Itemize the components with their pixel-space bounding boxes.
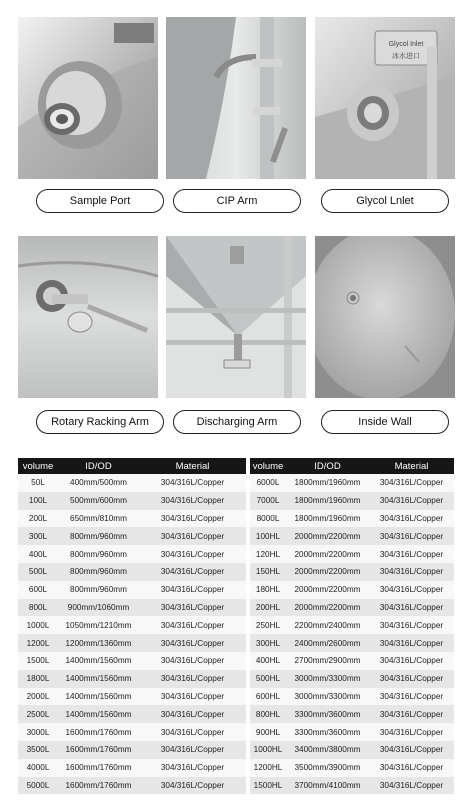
cell-idod-left: 1200mm/1360mm [58,634,139,652]
cell-volume-left: 50L [18,474,58,492]
cell-material-left: 304/316L/Copper [139,759,246,777]
header-volume-right: volume [250,458,286,474]
cell-material-left: 304/316L/Copper [139,545,246,563]
cell-idod-left: 650mm/810mm [58,510,139,528]
glycol-label-line1: Glycol Inlet [388,41,424,48]
cell-volume-left: 1200L [18,634,58,652]
cell-idod-right: 3300mm/3600mm [286,723,369,741]
cell-volume-left: 2500L [18,705,58,723]
cell-volume-left: 100L [18,492,58,510]
photo-cip-arm [166,17,306,179]
cell-volume-right: 300HL [250,634,286,652]
cell-volume-right: 100HL [250,527,286,545]
table-row [18,723,454,741]
cell-material-left: 304/316L/Copper [139,741,246,759]
caption-discharging-arm: Discharging Arm [173,410,301,434]
cell-idod-left: 1600mm/1760mm [58,777,139,795]
caption-sample-port: Sample Port [36,189,164,213]
photo-inside-wall [315,236,455,398]
cell-volume-left: 600L [18,581,58,599]
inside-wall-image [315,236,455,398]
header-material-right: Material [369,458,454,474]
cell-material-right: 304/316L/Copper [369,759,454,777]
cell-material-right: 304/316L/Copper [369,474,454,492]
photo-rotary-racking-arm [18,236,158,398]
cip-arm-image [166,17,306,179]
header-volume-left: volume [18,458,58,474]
cell-idod-right: 1800mm/1960mm [286,510,369,528]
cell-material-left: 304/316L/Copper [139,492,246,510]
glycol-label-line2: 冰水进口 [392,52,420,60]
header-material-left: Material [139,458,246,474]
cell-volume-right: 200HL [250,599,286,617]
cell-material-right: 304/316L/Copper [369,492,454,510]
table-row [18,634,454,652]
cell-volume-left: 2000L [18,688,58,706]
cell-idod-right: 3300mm/3600mm [286,705,369,723]
cell-idod-right: 2700mm/2900mm [286,652,369,670]
cell-idod-right: 2000mm/2200mm [286,581,369,599]
cell-idod-left: 800mm/960mm [58,563,139,581]
caption-rotary-racking-arm: Rotary Racking Arm [36,410,164,434]
cell-material-right: 304/316L/Copper [369,670,454,688]
cell-volume-left: 1800L [18,670,58,688]
cell-volume-right: 250HL [250,616,286,634]
cell-idod-left: 1400mm/1560mm [58,688,139,706]
table-row [18,777,454,795]
cell-volume-left: 3000L [18,723,58,741]
cell-material-right: 304/316L/Copper [369,688,454,706]
photo-discharging-arm [166,236,306,398]
cell-idod-right: 2000mm/2200mm [286,545,369,563]
photo-glycol-inlet [315,17,455,179]
cell-idod-right: 3500mm/3900mm [286,759,369,777]
cell-idod-left: 1600mm/1760mm [58,741,139,759]
cell-idod-left: 800mm/960mm [58,545,139,563]
cell-idod-right: 3000mm/3300mm [286,670,369,688]
cell-volume-left: 800L [18,599,58,617]
cell-volume-right: 180HL [250,581,286,599]
table-row [18,759,454,777]
cell-material-right: 304/316L/Copper [369,510,454,528]
table-row [18,581,454,599]
table-row [18,670,454,688]
table-row [18,563,454,581]
cell-idod-right: 2000mm/2200mm [286,563,369,581]
table-header-row [18,458,454,474]
table-row [18,652,454,670]
cell-material-right: 304/316L/Copper [369,652,454,670]
discharging-arm-image [166,236,306,398]
cell-material-left: 304/316L/Copper [139,616,246,634]
cell-volume-right: 800HL [250,705,286,723]
cell-volume-left: 4000L [18,759,58,777]
cell-material-right: 304/316L/Copper [369,741,454,759]
cell-material-right: 304/316L/Copper [369,616,454,634]
table-row [18,492,454,510]
cell-idod-right: 3700mm/4100mm [286,777,369,795]
cell-volume-left: 200L [18,510,58,528]
cell-volume-right: 1000HL [250,741,286,759]
table-row [18,599,454,617]
cell-volume-left: 1000L [18,616,58,634]
cell-idod-left: 1600mm/1760mm [58,723,139,741]
table-row [18,510,454,528]
cell-material-right: 304/316L/Copper [369,723,454,741]
cell-material-right: 304/316L/Copper [369,634,454,652]
header-idod-right: ID/OD [286,458,369,474]
cell-material-right: 304/316L/Copper [369,777,454,795]
cell-idod-left: 1400mm/1560mm [58,670,139,688]
cell-idod-left: 1400mm/1560mm [58,652,139,670]
spec-table [18,458,454,794]
cell-idod-right: 3000mm/3300mm [286,688,369,706]
cell-material-right: 304/316L/Copper [369,545,454,563]
cell-material-left: 304/316L/Copper [139,723,246,741]
cell-material-right: 304/316L/Copper [369,581,454,599]
cell-idod-right: 2200mm/2400mm [286,616,369,634]
cell-volume-right: 1500HL [250,777,286,795]
cell-volume-right: 400HL [250,652,286,670]
cell-volume-left: 5000L [18,777,58,795]
cell-idod-right: 2000mm/2200mm [286,599,369,617]
cell-material-right: 304/316L/Copper [369,599,454,617]
cell-idod-left: 800mm/960mm [58,527,139,545]
cell-volume-right: 600HL [250,688,286,706]
table-row [18,545,454,563]
cell-material-left: 304/316L/Copper [139,563,246,581]
cell-volume-left: 500L [18,563,58,581]
cell-idod-right: 1800mm/1960mm [286,492,369,510]
caption-inside-wall: Inside Wall [321,410,449,434]
cell-volume-left: 1500L [18,652,58,670]
table-row [18,616,454,634]
cell-volume-right: 1200HL [250,759,286,777]
cell-idod-left: 1400mm/1560mm [58,705,139,723]
cell-material-left: 304/316L/Copper [139,599,246,617]
table-row [18,705,454,723]
photo-sample-port [18,17,158,179]
glycol-inlet-image [315,17,455,179]
cell-material-right: 304/316L/Copper [369,527,454,545]
caption-cip-arm: CIP Arm [173,189,301,213]
table-row [18,527,454,545]
cell-idod-right: 2000mm/2200mm [286,527,369,545]
cell-idod-left: 500mm/600mm [58,492,139,510]
cell-material-left: 304/316L/Copper [139,777,246,795]
cell-material-left: 304/316L/Copper [139,688,246,706]
cell-volume-right: 500HL [250,670,286,688]
cell-material-left: 304/316L/Copper [139,474,246,492]
cell-material-left: 304/316L/Copper [139,705,246,723]
cell-idod-left: 1600mm/1760mm [58,759,139,777]
cell-volume-left: 300L [18,527,58,545]
cell-material-right: 304/316L/Copper [369,705,454,723]
cell-volume-left: 3500L [18,741,58,759]
cell-idod-right: 3400mm/3800mm [286,741,369,759]
cell-material-left: 304/316L/Copper [139,581,246,599]
caption-glycol-inlet: Glycol Lnlet [321,189,449,213]
cell-idod-right: 2400mm/2600mm [286,634,369,652]
table-row [18,688,454,706]
cell-volume-left: 400L [18,545,58,563]
cell-material-right: 304/316L/Copper [369,563,454,581]
cell-idod-left: 400mm/500mm [58,474,139,492]
rotary-racking-arm-image [18,236,158,398]
sample-port-image [18,17,158,179]
cell-volume-right: 7000L [250,492,286,510]
cell-material-left: 304/316L/Copper [139,527,246,545]
cell-volume-right: 8000L [250,510,286,528]
cell-material-left: 304/316L/Copper [139,634,246,652]
cell-material-left: 304/316L/Copper [139,652,246,670]
cell-idod-left: 1050mm/1210mm [58,616,139,634]
cell-idod-left: 800mm/960mm [58,581,139,599]
cell-idod-right: 1800mm/1960mm [286,474,369,492]
spec-table-body [18,474,454,794]
table-row [18,741,454,759]
cell-volume-right: 900HL [250,723,286,741]
cell-idod-left: 900mm/1060mm [58,599,139,617]
cell-material-left: 304/316L/Copper [139,670,246,688]
header-idod-left: ID/OD [58,458,139,474]
cell-volume-right: 120HL [250,545,286,563]
cell-material-left: 304/316L/Copper [139,510,246,528]
table-row [18,474,454,492]
cell-volume-right: 6000L [250,474,286,492]
cell-volume-right: 150HL [250,563,286,581]
